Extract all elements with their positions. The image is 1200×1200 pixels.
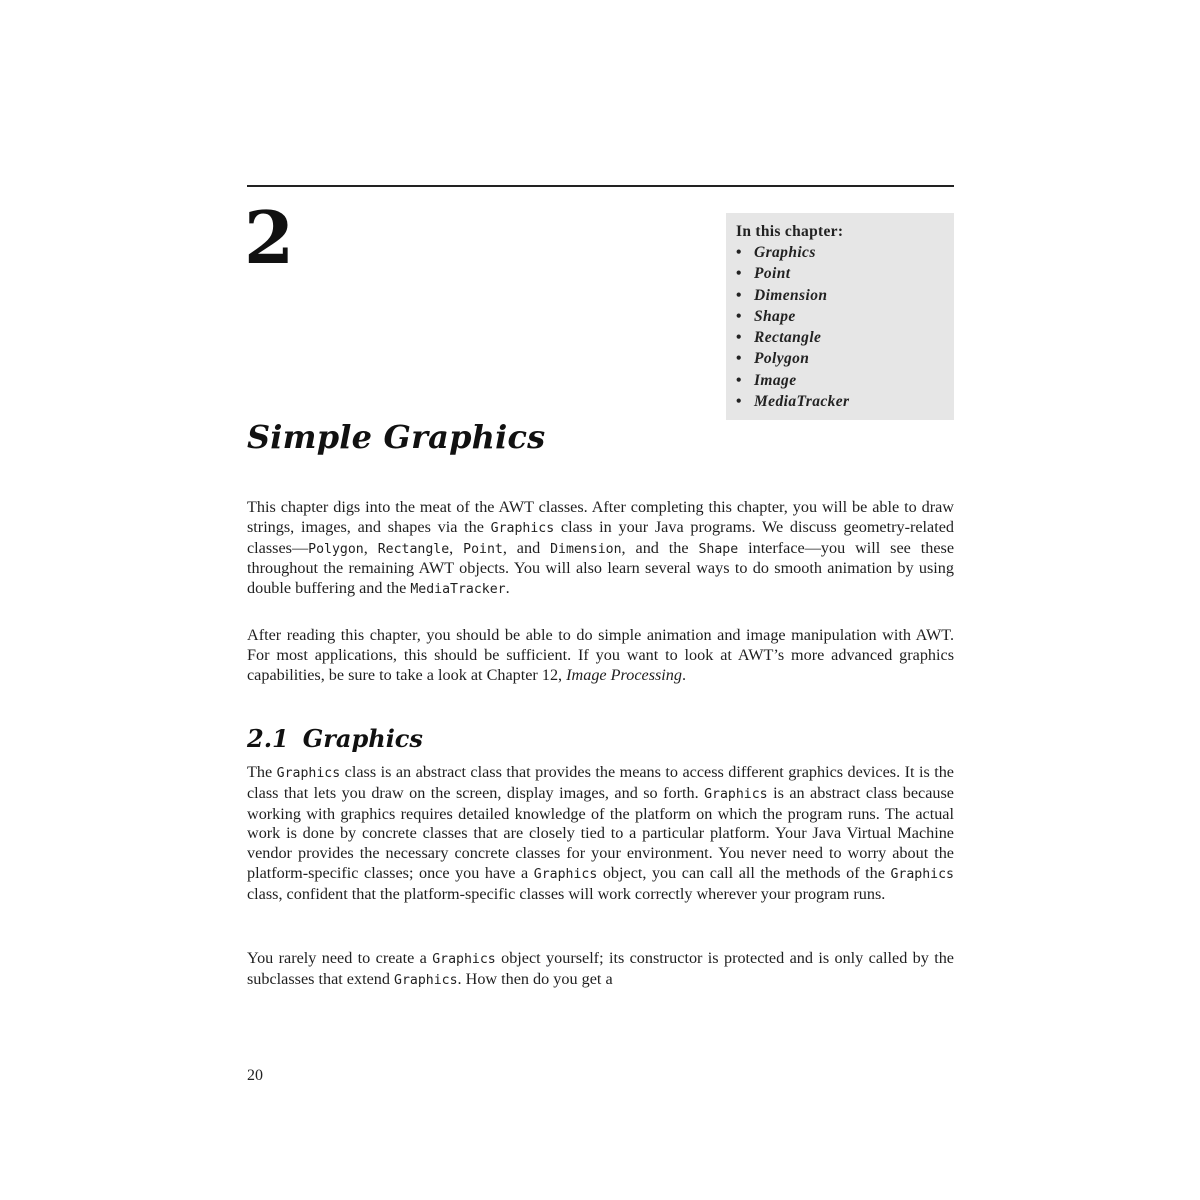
chapter-rule: [247, 185, 954, 187]
section-title: Graphics: [302, 724, 423, 753]
chapter-contents-item: • Dimension: [736, 285, 944, 306]
bullet-icon: •: [736, 371, 742, 389]
bullet-icon: •: [736, 307, 742, 325]
bullet-icon: •: [736, 350, 742, 368]
bullet-icon: •: [736, 393, 742, 411]
intro-paragraph-2: After reading this chapter, you should be able to do simple animation and image manipulation with AWT. For most applications, this should be sufficient. If you want to look at AWT’s more advanced graphics capabilities, be sure to take a look at Chapter 12, Image Processing.: [247, 626, 954, 684]
section-number: 2.1: [247, 724, 289, 753]
bullet-icon: •: [736, 286, 742, 304]
chapter-contents-title: In this chapter:: [736, 223, 844, 240]
book-page: [244, 0, 955, 1200]
chapter-contents-box: [726, 213, 954, 420]
bullet-icon: •: [736, 329, 742, 347]
section-heading: [247, 721, 423, 757]
chapter-contents-item: • Image: [736, 370, 944, 391]
chapter-contents-list: [736, 242, 944, 412]
page-number: 20: [247, 1067, 263, 1084]
intro-paragraph-1: This chapter digs into the meat of the AWT classes. After completing this chapter, you will be able to draw strings, images, and shapes via the Graphics class in your Java programs. We discuss geometry-related classes—Polygon, Rectangle, Point, and Dimension, and the Shape interface—you will see these throughout the remaining AWT objects. You will also learn several ways to do smooth animation by using double buffering and the MediaTracker.: [247, 498, 955, 598]
chapter-number: 2: [244, 195, 293, 280]
chapter-contents-item: • Shape: [736, 306, 944, 327]
chapter-contents-item: • Polygon: [736, 348, 944, 369]
chapter-contents-item: • MediaTracker: [736, 391, 944, 412]
chapter-contents-item: • Graphics: [736, 242, 944, 263]
section-paragraph-1: The Graphics class is an abstract class that provides the means to access different graphics devices. It is the class that lets you draw on the screen, display images, and so forth. Graphics is an abstract class because working with graphics requires detailed knowledge of the platform on which the program runs. The actual work is done by concrete classes that are closely tied to a particular platform. Your Java Virtual Machine vendor provides the necessary concrete classes for your environment. You never need to worry about the platform-specific classes; once you have a Graphics object, you can call all the methods of the Graphics class, confident that the platform-specific classes will work correctly wherever your program runs.: [247, 763, 955, 903]
chapter-contents-item: • Rectangle: [736, 327, 944, 348]
chapter-contents-item: • Point: [736, 263, 944, 284]
section-paragraph-2: You rarely need to create a Graphics object yourself; its constructor is protected and is only called by the subclasses that extend Graphics. How then do you get a: [247, 949, 954, 988]
bullet-icon: •: [736, 244, 742, 261]
bullet-icon: •: [736, 265, 742, 283]
chapter-title: Simple Graphics: [247, 418, 546, 456]
